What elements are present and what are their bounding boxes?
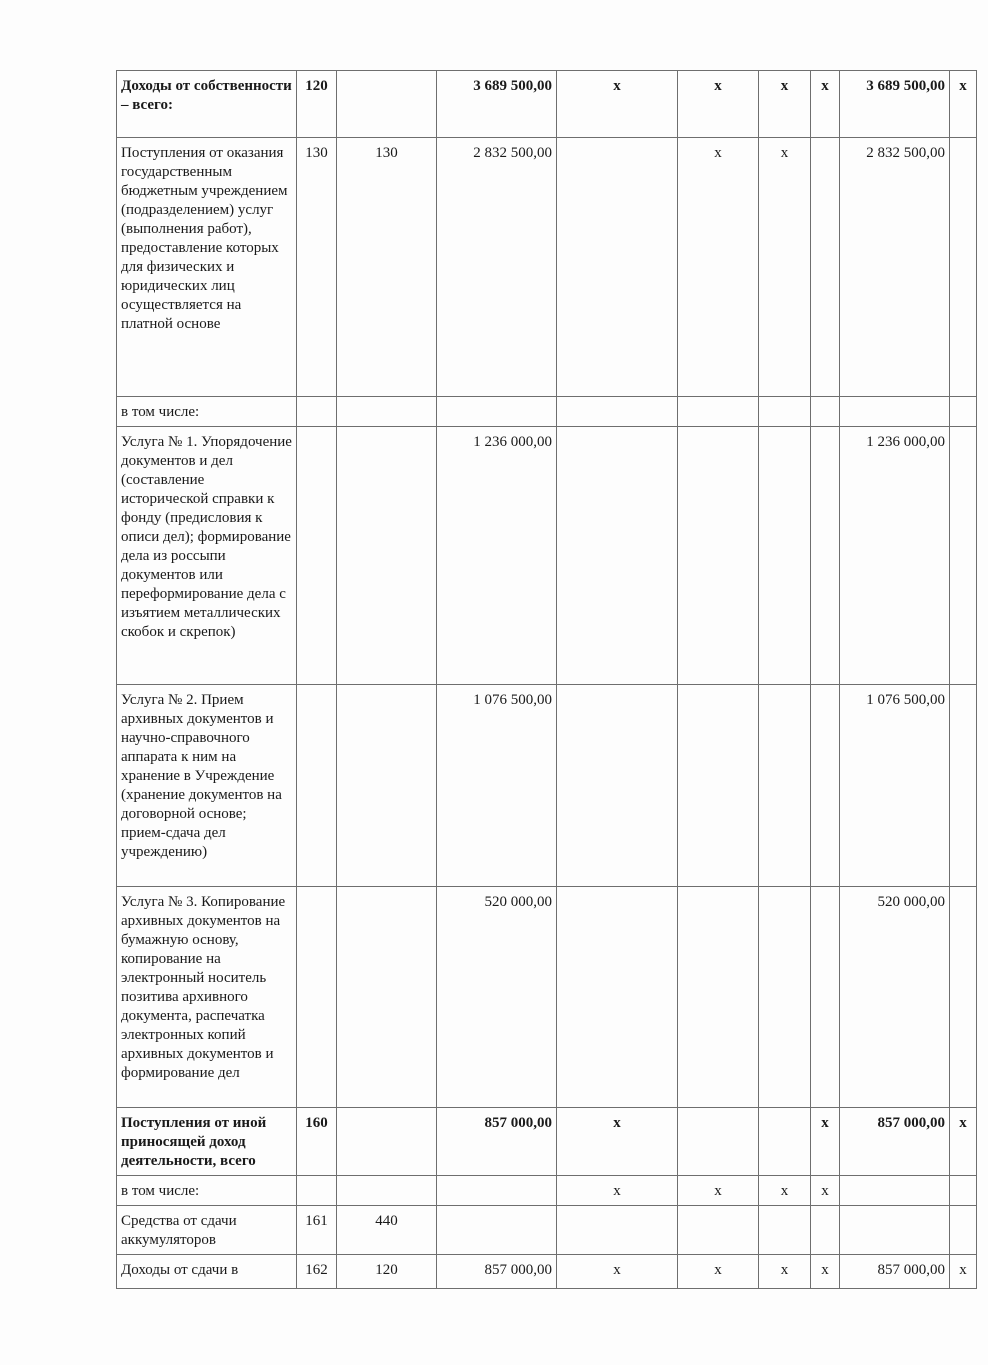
row-total (840, 1206, 950, 1255)
row-total: 2 832 500,00 (840, 138, 950, 397)
table-row (117, 138, 977, 397)
row-code: 161 (297, 1206, 337, 1255)
row-cell-5 (557, 397, 678, 427)
row-cell-8: х (811, 1255, 840, 1289)
row-amount: 2 832 500,00 (437, 138, 557, 397)
row-cell-10 (950, 685, 977, 887)
row-cell-10 (950, 138, 977, 397)
row-cell-8 (811, 685, 840, 887)
table-row (117, 71, 977, 138)
financial-plan-table (116, 70, 977, 1289)
row-cell-6: х (678, 71, 759, 138)
row-total: 857 000,00 (840, 1255, 950, 1289)
row-cell-5 (557, 427, 678, 685)
row-label: Поступления от оказания государственным бюджетным учреждением (подразделением) услуг (выполнения работ), предоставление которых для физических и юридических лиц осуществляется на платной основе (117, 138, 297, 397)
table-row (117, 427, 977, 685)
row-cell-8: х (811, 1176, 840, 1206)
table-row (117, 1206, 977, 1255)
row-amount: 1 076 500,00 (437, 685, 557, 887)
row-kosgu (337, 887, 437, 1108)
row-label: Услуга № 2. Прием архивных документов и научно-справочного аппарата к ним на хранение в Учреждение (хранение документов на договорной основе; прием-сдача дел учреждению) (117, 685, 297, 887)
row-cell-5: х (557, 71, 678, 138)
row-cell-7 (759, 887, 811, 1108)
row-label: Доходы от собственности – всего: (117, 71, 297, 138)
row-code (297, 397, 337, 427)
row-kosgu: 130 (337, 138, 437, 397)
row-amount: 857 000,00 (437, 1108, 557, 1176)
row-amount: 857 000,00 (437, 1255, 557, 1289)
table-row (117, 397, 977, 427)
row-total (840, 1176, 950, 1206)
row-code (297, 427, 337, 685)
row-cell-8: х (811, 71, 840, 138)
row-cell-5 (557, 685, 678, 887)
row-cell-7: х (759, 1255, 811, 1289)
row-cell-7 (759, 1108, 811, 1176)
row-total: 520 000,00 (840, 887, 950, 1108)
row-cell-5: х (557, 1176, 678, 1206)
row-label: в том числе: (117, 397, 297, 427)
row-total: 1 076 500,00 (840, 685, 950, 887)
row-label: Средства от сдачи аккумуляторов (117, 1206, 297, 1255)
row-code: 130 (297, 138, 337, 397)
row-kosgu (337, 427, 437, 685)
row-total: 3 689 500,00 (840, 71, 950, 138)
row-cell-10 (950, 1176, 977, 1206)
table-row (117, 1255, 977, 1289)
row-cell-8: х (811, 1108, 840, 1176)
row-kosgu (337, 71, 437, 138)
row-cell-7 (759, 1206, 811, 1255)
row-cell-10: х (950, 1108, 977, 1176)
table-row (117, 685, 977, 887)
row-cell-6 (678, 1206, 759, 1255)
row-cell-10 (950, 1206, 977, 1255)
row-kosgu: 120 (337, 1255, 437, 1289)
row-cell-6: х (678, 1176, 759, 1206)
row-amount (437, 1206, 557, 1255)
row-code (297, 887, 337, 1108)
row-label: Услуга № 1. Упорядочение документов и дел (составление исторической справки к фонду (предисловия к описи дел); формирование дела из россыпи документов или переформирование дела с изъятием металлических скобок и скрепок) (117, 427, 297, 685)
row-label: Услуга № 3. Копирование архивных документов на бумажную основу, копирование на электронный носитель позитива архивного документа, распечатка электронных копий архивных документов и формирование дел (117, 887, 297, 1108)
row-total: 857 000,00 (840, 1108, 950, 1176)
row-cell-8 (811, 397, 840, 427)
row-cell-8 (811, 887, 840, 1108)
row-total: 1 236 000,00 (840, 427, 950, 685)
row-cell-10 (950, 887, 977, 1108)
row-cell-8 (811, 427, 840, 685)
row-label: в том числе: (117, 1176, 297, 1206)
row-cell-6 (678, 1108, 759, 1176)
row-cell-5 (557, 138, 678, 397)
row-amount (437, 397, 557, 427)
row-kosgu (337, 397, 437, 427)
row-cell-7 (759, 397, 811, 427)
row-total (840, 397, 950, 427)
row-label: Поступления от иной приносящей доход деятельности, всего (117, 1108, 297, 1176)
row-code (297, 685, 337, 887)
row-cell-6 (678, 887, 759, 1108)
row-cell-7 (759, 685, 811, 887)
row-cell-10: х (950, 1255, 977, 1289)
table-row (117, 1176, 977, 1206)
row-cell-7: х (759, 138, 811, 397)
row-cell-5: х (557, 1108, 678, 1176)
row-amount: 3 689 500,00 (437, 71, 557, 138)
row-kosgu (337, 1108, 437, 1176)
row-cell-7: х (759, 71, 811, 138)
row-code: 162 (297, 1255, 337, 1289)
row-amount (437, 1176, 557, 1206)
row-cell-5 (557, 887, 678, 1108)
row-code: 120 (297, 71, 337, 138)
row-cell-7: х (759, 1176, 811, 1206)
table-row (117, 887, 977, 1108)
row-cell-10: х (950, 71, 977, 138)
row-cell-6 (678, 427, 759, 685)
row-code (297, 1176, 337, 1206)
row-cell-6 (678, 685, 759, 887)
row-cell-10 (950, 397, 977, 427)
row-cell-8 (811, 138, 840, 397)
table-row (117, 1108, 977, 1176)
row-amount: 520 000,00 (437, 887, 557, 1108)
row-amount: 1 236 000,00 (437, 427, 557, 685)
row-cell-6: х (678, 138, 759, 397)
row-cell-10 (950, 427, 977, 685)
row-cell-5: х (557, 1255, 678, 1289)
row-cell-6 (678, 397, 759, 427)
row-kosgu (337, 1176, 437, 1206)
row-kosgu: 440 (337, 1206, 437, 1255)
row-cell-6: х (678, 1255, 759, 1289)
row-code: 160 (297, 1108, 337, 1176)
row-cell-5 (557, 1206, 678, 1255)
row-kosgu (337, 685, 437, 887)
row-cell-7 (759, 427, 811, 685)
row-label: Доходы от сдачи в (117, 1255, 297, 1289)
row-cell-8 (811, 1206, 840, 1255)
